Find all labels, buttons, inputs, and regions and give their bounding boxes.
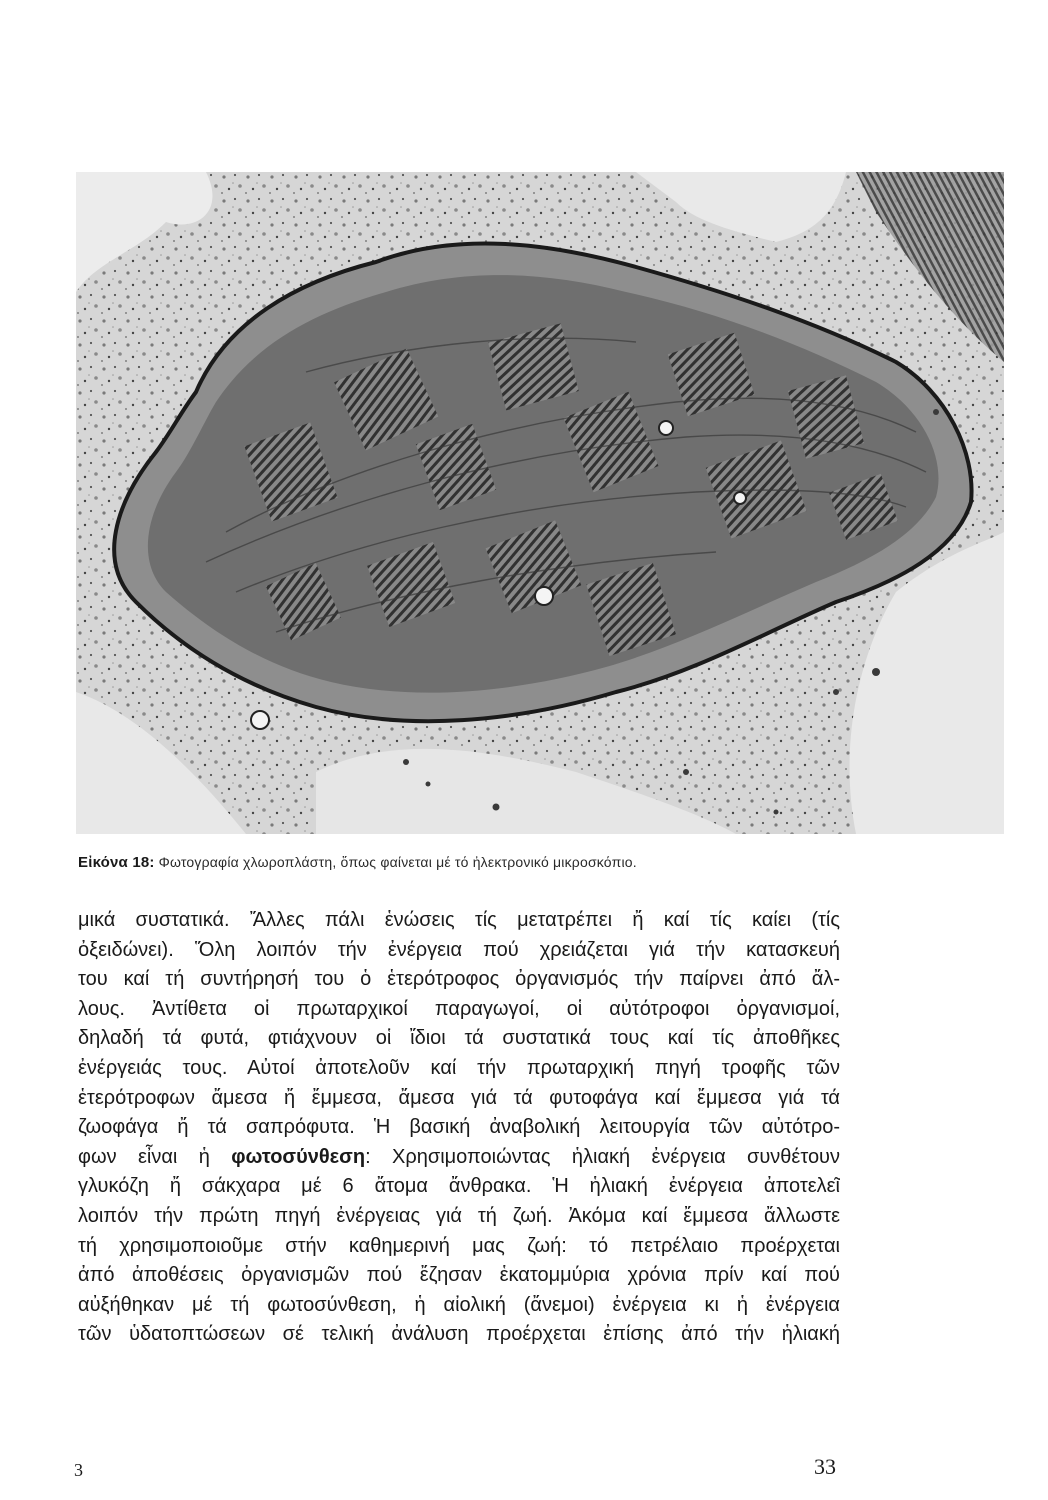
text-line: ζωοφάγα ἤ τά σαπρόφυτα. Ἡ βασική ἀναβολική λειτουργία τῶν αὐτότρο- <box>78 1116 840 1139</box>
body-paragraph <box>78 906 840 1350</box>
text-line: δηλαδή τά φυτά, φτιάχνουν οἱ ἴδιοι τά συστατικά τους καί τίς ἀποθῆκες <box>78 1027 840 1050</box>
highlighted-term: φωτοσύνθεση <box>231 1145 366 1168</box>
page-number: 33 <box>814 1454 836 1479</box>
text-line-with-term <box>78 1143 840 1173</box>
text-line: αὐξήθηκαν μέ τή φωτοσύνθεση, ἡ αἰολική (ἄνεμοι) ἐνέργεια κι ἡ ἐνέργεια <box>78 1293 840 1316</box>
figure-caption-text: Φωτογραφία χλωροπλάστη, ὅπως φαίνεται μέ τό ἠλεκτρονικό μικροσκόπιο. <box>158 854 637 870</box>
figure-label: Εἰκόνα 18: <box>78 854 155 871</box>
text-line: του καί τή συντήρησή του ὁ ἑτερότροφος ὀργανισμός τήν παίρνει ἀπό ἄλ- <box>78 968 840 991</box>
chloroplast-micrograph <box>76 172 1004 834</box>
text-line: λοιπόν τήν πρώτη πηγή ἐνέργειας γιά τή ζωή. Ἀκόμα καί ἔμμεσα ἄλλωστε <box>78 1204 840 1227</box>
micrograph-image <box>76 172 1004 834</box>
signature-mark: 3 <box>74 1460 83 1480</box>
text-line: λους. Ἀντίθετα οἱ πρωταρχικοί παραγωγοί, οἱ αὐτότροφοι ὀργανισμοί, <box>78 997 840 1020</box>
text-line: τῶν ὑδατοπτώσεων σέ τελική ἀνάλυση προέρχεται ἐπίσης ἀπό τήν ἡλιακή <box>78 1323 840 1346</box>
text-line: ὀξειδώνει). Ὅλη λοιπόν τήν ἐνέργεια πού χρειάζεται γιά τήν κατασκευή <box>78 938 840 961</box>
text-line: ἐνέργειάς τους. Αὐτοί ἀποτελοῦν καί τήν πρωταρχική πηγή τροφῆς τῶν <box>78 1056 840 1079</box>
text-segment: φων εἶναι ἡ <box>78 1145 232 1168</box>
text-line: γλυκόζη ἤ σάκχαρα μέ 6 ἄτομα ἄνθρακα. Ἡ ἡλιακή ἐνέργεια ἀποτελεῖ <box>78 1175 840 1198</box>
text-line: τή χρησιμοποιοῦμε στήν καθημερινή μας ζωή: τό πετρέλαιο προέρχεται <box>78 1234 840 1257</box>
text-line: μικά συστατικά. Ἄλλες πάλι ἑνώσεις τίς μετατρέπει ἤ καί τίς καίει (τίς <box>78 909 840 931</box>
text-segment: : Χρησιμοποιώντας ἡλιακή ἐνέργεια συνθέτουν <box>365 1145 840 1168</box>
figure-caption <box>78 854 637 872</box>
text-line: ἑτερότροφων ἄμεσα ἤ ἔμμεσα, ἄμεσα γιά τά φυτοφάγα καί ἔμμεσα γιά τά <box>78 1086 840 1109</box>
text-line: ἀπό ἀποθέσεις ὀργανισμῶν πού ἔζησαν ἑκατομμύρια χρόνια πρίν καί πού <box>78 1264 840 1287</box>
